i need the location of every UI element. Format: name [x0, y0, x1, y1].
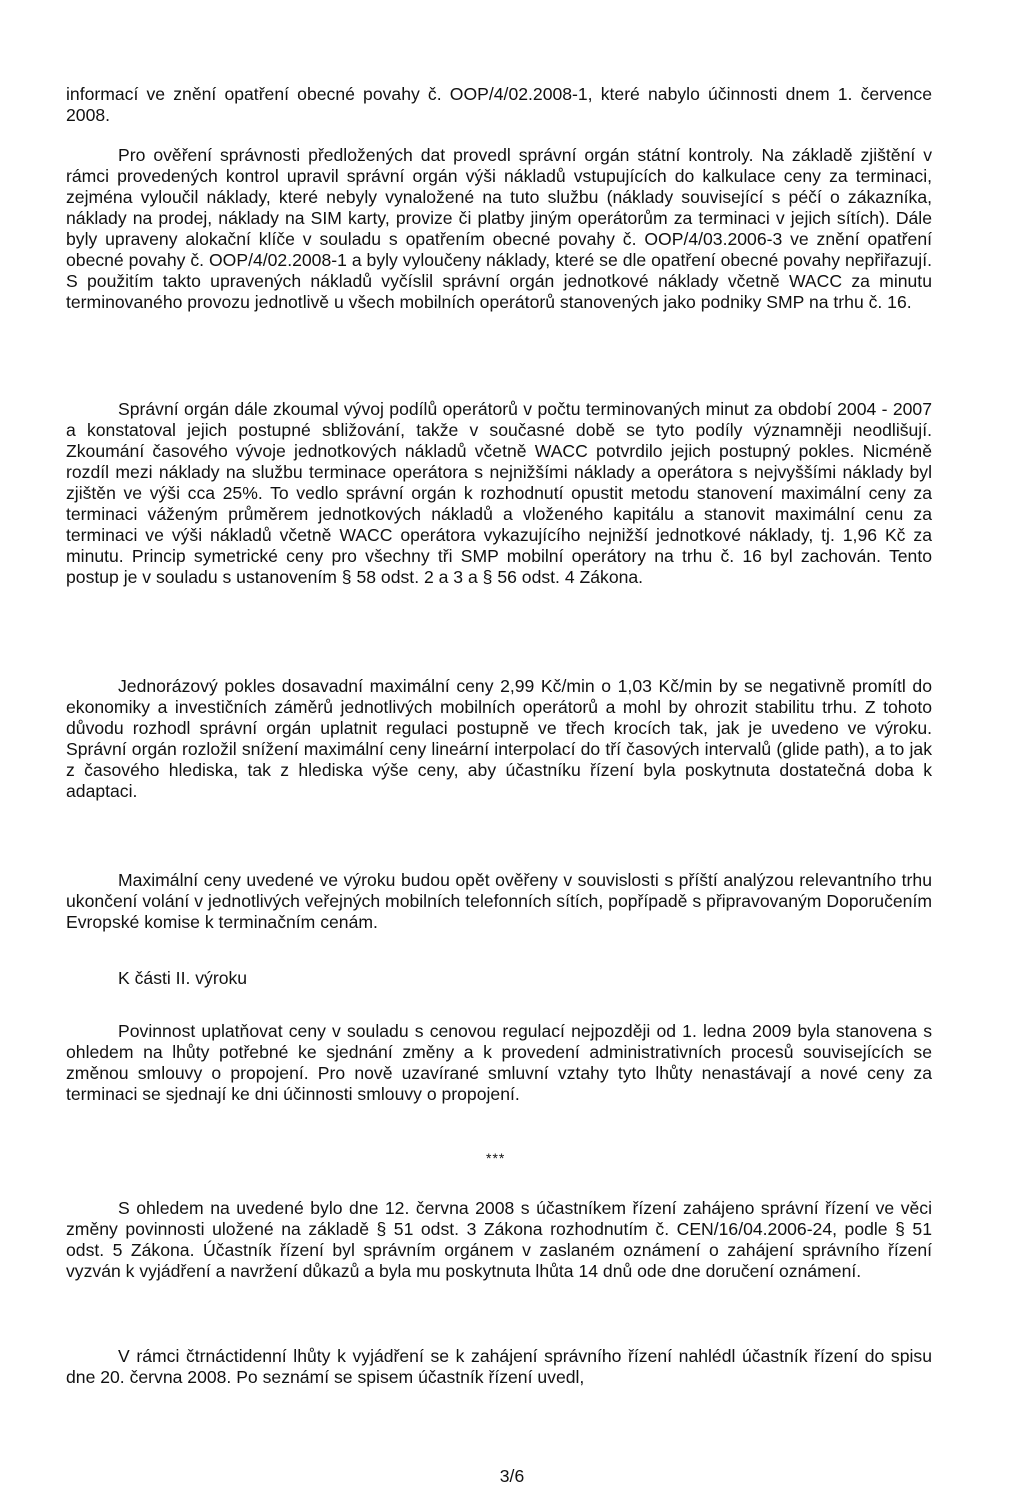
- paragraph-obligation: Povinnost uplatňovat ceny v souladu s cenovou regulací nejpozději od 1. ledna 2009 byla stanovena s ohledem na lhůty potřebné ke sjednání změny a k provedení administrativních procesů souvisejících se změnou smlouvy o propojení. Pro nově uzavírané smluvní vztahy tyto lhůty nenastávají a nové ceny za terminaci se sjednají ke dni účinnosti smlouvy o propojení.: [66, 1021, 932, 1104]
- paragraph-response: V rámci čtrnáctidenní lhůty k vyjádření se k zahájení správního řízení nahlédl účastník řízení do spisu dne 20. června 2008. Po seznámí se spisem účastník řízení uvedl,: [66, 1346, 932, 1387]
- separator: ***: [486, 1150, 506, 1166]
- paragraph-verification: Pro ověření správnosti předložených dat provedl správní orgán státní kontroly. Na základě zjištění v rámci provedených kontrol upravil správní orgán výši nákladů vstupujících do kalkulace ceny za terminaci, zejména vyloučil náklady, které nebyly vynaložené na tuto službu (náklady související s péčí o zákazníka, náklady na prodej, náklady na SIM karty, provize či platby jiným operátorům za terminaci v jejich sítích). Dále byly upraveny alokační klíče v souladu s opatřením obecné povahy č. OOP/4/03.2006-3 ve znění opatření obecné povahy č. OOP/4/02.2008-1 a byly vyloučeny náklady, které se dle opatření obecné povahy nepřiřazují. S použitím takto upravených nákladů vyčíslil správní orgán jednotkové náklady včetně WACC za minutu terminovaného provozu jednotlivě u všech mobilních operátorů stanovených jako podniky SMP na trhu č. 16.: [66, 145, 932, 312]
- paragraph-proceedings: S ohledem na uvedené bylo dne 12. června 2008 s účastníkem řízení zahájeno správní řízení ve věci změny povinnosti uložené na základě § 51 odst. 3 Zákona rozhodnutím č. CEN/16/04.2006-24, podle § 51 odst. 5 Zákona. Účastník řízení byl správním orgánem v zaslaném oznámení o zahájení správního řízení vyzván k vyjádření a navržení důkazů a byla mu poskytnuta lhůta 14 dnů ode dne doručení oznámení.: [66, 1198, 932, 1281]
- intro-paragraph: informací ve znění opatření obecné povahy č. OOP/4/02.2008-1, které nabylo účinnosti dnem 1. července 2008.: [66, 84, 932, 125]
- paragraph-price-decrease: Jednorázový pokles dosavadní maximální ceny 2,99 Kč/min o 1,03 Kč/min by se negativně promítl do ekonomiky a investičních záměrů jednotlivých mobilních operátorů a mohl by ohrozit stabilitu trhu. Z tohoto důvodu rozhodl správní orgán uplatnit regulaci postupně ve třech krocích tak, jak je uvedeno ve výroku. Správní orgán rozložil snížení maximální ceny lineární interpolací do tří časových intervalů (glide path), a to jak z časového hlediska, tak z hlediska výše ceny, aby účastníku řízení byla poskytnuta dostatečná doba k adaptaci.: [66, 676, 932, 801]
- paragraph-max-prices: Maximální ceny uvedené ve výroku budou opět ověřeny v souvislosti s příští analýzou relevantního trhu ukončení volání v jednotlivých veřejných mobilních telefonních sítích, popřípadě s připravovaným Doporučením Evropské komise k terminačním cenám.: [66, 870, 932, 932]
- paragraph-operator-shares: Správní orgán dále zkoumal vývoj podílů operátorů v počtu terminovaných minut za období 2004 - 2007 a konstatoval jejich postupné sbližování, takže v současné době se tyto podíly významněji neodlišují. Zkoumání časového vývoje jednotkových nákladů včetně WACC potvrdilo jejich postupný pokles. Nicméně rozdíl mezi náklady na službu terminace operátora s nejnižšími náklady a operátora s nejvyššími náklady byl zjištěn ve výši cca 25%. To vedlo správní orgán k rozhodnutí opustit metodu stanovení maximální ceny za terminaci váženým průměrem jednotkových nákladů a vloženého kapitálu a stanovit maximální cenu za terminaci ve výši nákladů včetně WACC operátora vykazujícího nejnižší jednotkové náklady, tj. 1,96 Kč za minutu. Princip symetrické ceny pro všechny tři SMP mobilní operátory na trhu č. 16 byl zachován. Tento postup je v souladu s ustanovením § 58 odst. 2 a 3 a § 56 odst. 4 Zákona.: [66, 399, 932, 587]
- section-heading: K části II. výroku: [118, 968, 248, 988]
- page-number: 3/6: [499, 1466, 525, 1486]
